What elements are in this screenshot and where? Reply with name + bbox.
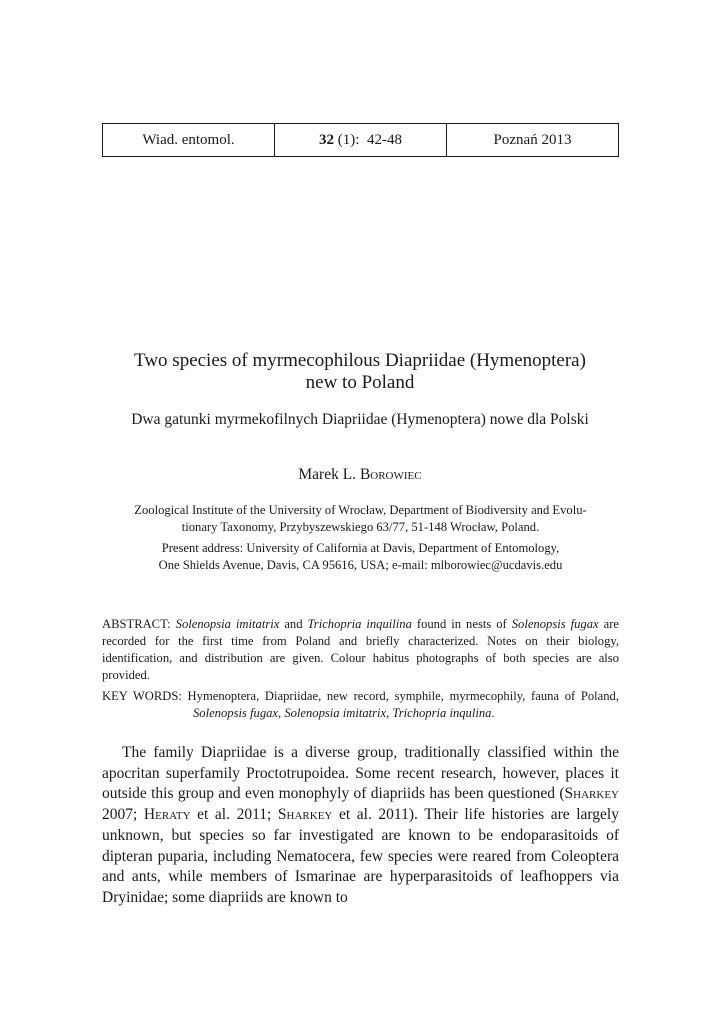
keywords-text: Hymenoptera, Diapriidae, new record, symphile, myrmecophily, fauna of Poland, xyxy=(187,689,620,703)
journal-name xyxy=(103,124,274,156)
citation-author-1: Sharkey xyxy=(564,785,619,803)
volume-issue xyxy=(274,124,446,156)
citation-year-1: 2007; xyxy=(102,806,144,824)
keywords xyxy=(102,688,619,722)
keywords-end: . xyxy=(491,706,495,720)
abstract-species-2: Trichopria inquilina xyxy=(307,617,412,631)
affiliation-line-1: Zoological Institute of the University of Wrocław, Department of Biodiversity and Evolu- xyxy=(134,503,587,517)
volume-number: 32 xyxy=(319,131,335,148)
abstract-rest: are recorded for the first time from Poland and briefly characterized. Notes on their biology, identification, and distribution are given. Colour habitus photographs of both species are also provided. xyxy=(102,617,619,682)
title-line-2: new to Poland xyxy=(305,372,415,393)
place-year xyxy=(446,124,618,156)
affiliation xyxy=(102,502,619,535)
present-address-line-1: Present address: University of California at Davis, Department of Entomology, xyxy=(161,541,560,555)
abstract-species-1: Solenopsia imitatrix xyxy=(175,617,280,631)
keyword-3: Trichopria inqulina xyxy=(392,706,492,720)
keyword-1: Solenopsis fugax xyxy=(193,706,279,720)
citation-author-2: Heraty xyxy=(143,806,191,824)
abstract-label: ABSTRACT: xyxy=(102,617,176,631)
journal-header-box xyxy=(102,123,619,157)
affiliation-line-2: tionary Taxonomy, Przybyszewskiego 63/77, 51-148 Wrocław, Poland. xyxy=(181,519,540,534)
author-surname: Borowiec xyxy=(359,466,422,483)
place-year-text: Poznań 2013 xyxy=(493,131,572,148)
body-paragraph xyxy=(102,743,619,909)
title-line-1: Two species of myrmecophilous Diapriidae (Hymenoptera) xyxy=(134,350,586,371)
polish-subtitle: Dwa gatunki myrmekofilnych Diapriidae (Hymenoptera) nowe dla Polski xyxy=(131,411,589,428)
keywords-label: KEY WORDS: xyxy=(102,689,188,703)
body-text-2: et al. 2011). Their life histories are largely unknown, but species so far investigated are known to be endoparasitoids of dipteran puparia, including Nematocera, few species were reared from Coleoptera and ants, while members of Ismarinae are hyperparasitoids of leafhoppers via Dryinidae; some diapriids are known to xyxy=(102,806,619,906)
author xyxy=(60,466,660,484)
journal-name-text: Wiad. entomol. xyxy=(142,131,235,148)
paper-title xyxy=(60,350,660,394)
author-given-name: Marek L. xyxy=(298,466,360,483)
abstract-and: and xyxy=(279,617,308,631)
keyword-sep-1: , xyxy=(278,706,285,720)
abstract-mid: found in nests of xyxy=(411,617,512,631)
body-text-1: The family Diapriidae is a diverse group, traditionally classified within the apocritan superfamily Proctotrupoidea. Some recent research, however, places it outside this group and even monophyly of diapriids has been questioned ( xyxy=(102,744,619,803)
abstract-species-3: Solenopsis fugax xyxy=(511,617,599,631)
issue-pages: (1): 42-48 xyxy=(334,131,402,148)
citation-author-3: Sharkey xyxy=(277,806,333,824)
abstract xyxy=(102,616,619,684)
citation-year-2: et al. 2011; xyxy=(190,806,278,824)
keyword-2: Solenopsia imitatrix xyxy=(284,706,387,720)
keyword-sep-2: , xyxy=(386,706,393,720)
present-address-line-2: One Shields Avenue, Davis, CA 95616, USA; e-mail: mlborowiec@ucdavis.edu xyxy=(158,557,563,572)
present-address xyxy=(102,540,619,573)
